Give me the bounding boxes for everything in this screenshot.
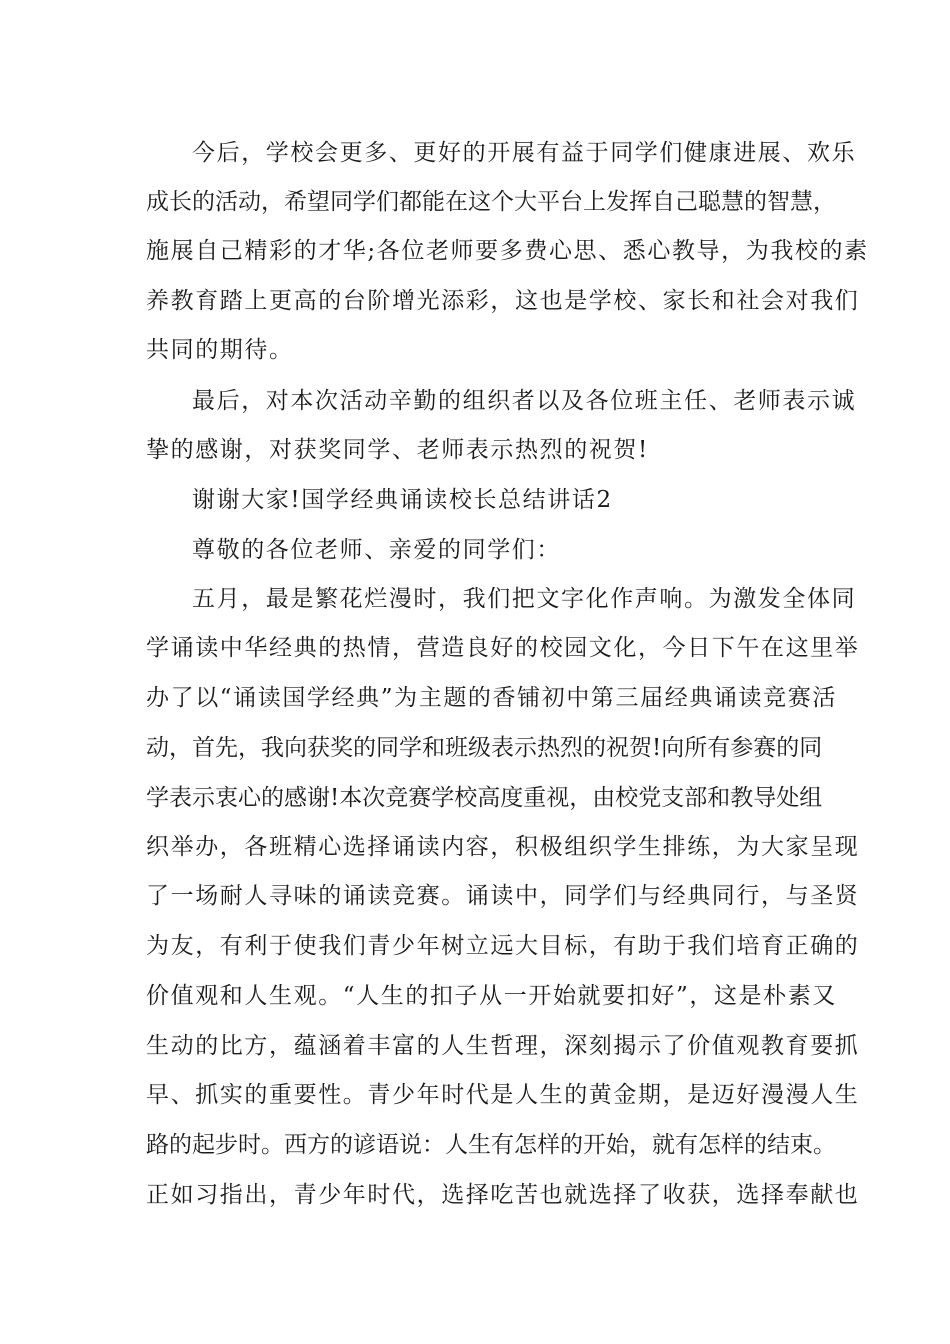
- paragraph-line: 挚的感谢，对获奖同学、老师表示热烈的祝贺!: [146, 437, 649, 463]
- paragraph-line: 学诵读中华经典的热情，营造良好的校园文化，今日下午在这里举: [146, 635, 860, 661]
- section-heading: 谢谢大家!国学经典诵读校长总结讲话2: [192, 487, 613, 513]
- salutation: 尊敬的各位老师、亲爱的同学们：: [192, 537, 561, 563]
- paragraph-line: 成长的活动，希望同学们都能在这个大平台上发挥自己聪慧的智慧，: [146, 189, 836, 215]
- paragraph-line: 办了以“诵读国学经典”为主题的香铺初中第三届经典诵读竞赛活: [146, 685, 837, 711]
- paragraph-line: 今后，学校会更多、更好的开展有益于同学们健康进展、欢乐: [192, 140, 857, 166]
- paragraph-line: 价值观和人生观。“人生的扣子从一开始就要扣好”，这是朴素又: [146, 983, 837, 1009]
- paragraph-line: 施展自己精彩的才华;各位老师要多费心思、悉心教导，为我校的素: [146, 238, 869, 264]
- paragraph-line: 养教育踏上更高的台阶增光添彩，这也是学校、家长和社会对我们: [146, 288, 860, 314]
- paragraph-line: 学表示衷心的感谢!本次竞赛学校高度重视，由校党支部和教导处组: [146, 785, 823, 811]
- paragraph-line: 织举办，各班精心选择诵读内容，积极组织学生排练，为大家呈现: [146, 834, 860, 860]
- paragraph-line: 共同的期待。: [146, 337, 294, 363]
- paragraph-line: 生动的比方，蕴涵着丰富的人生哲理，深刻揭示了价值观教育要抓: [146, 1033, 860, 1059]
- paragraph-line: 了一场耐人寻味的诵读竞赛。诵读中，同学们与经典同行，与圣贤: [146, 883, 860, 909]
- paragraph-line: 最后，对本次活动辛勤的组织者以及各位班主任、老师表示诚: [192, 388, 857, 414]
- paragraph-line: 路的起步时。西方的谚语说：人生有怎样的开始，就有怎样的结束。: [146, 1132, 836, 1158]
- paragraph-line: 动，首先，我向获奖的同学和班级表示热烈的祝贺!向所有参赛的同: [146, 735, 823, 761]
- paragraph-line: 正如习指出，青少年时代，选择吃苦也就选择了收获，选择奉献也: [146, 1182, 860, 1208]
- paragraph-line: 为友，有利于使我们青少年树立远大目标，有助于我们培育正确的: [146, 933, 860, 959]
- paragraph-line: 五月，最是繁花烂漫时，我们把文字化作声响。为激发全体同: [192, 586, 857, 612]
- paragraph-line: 早、抓实的重要性。青少年时代是人生的黄金期，是迈好漫漫人生: [146, 1082, 860, 1108]
